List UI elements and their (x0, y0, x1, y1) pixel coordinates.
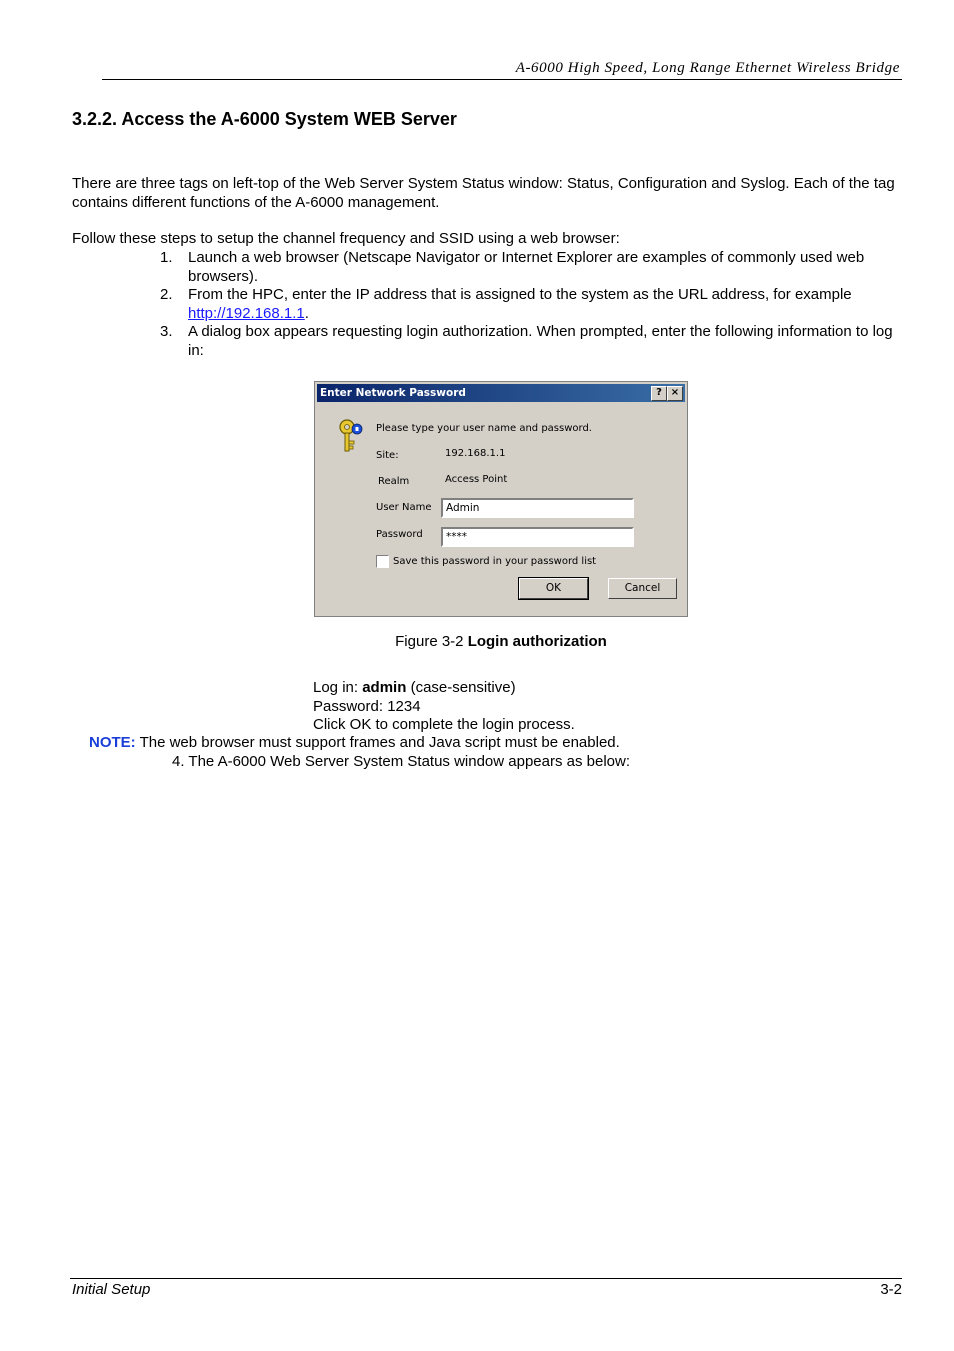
figure-title: Login authorization (467, 633, 607, 650)
login-line (313, 679, 575, 698)
list-number: 2. (160, 286, 173, 303)
list-item (150, 286, 910, 323)
click-ok-line: Click OK to complete the login process. (313, 716, 575, 733)
list-number: 3. (160, 323, 173, 340)
close-button[interactable]: × (667, 386, 683, 401)
steps-intro: Follow these steps to setup the channel frequency and SSID using a web browser: (72, 230, 620, 247)
login-suffix: (case-sensitive) (406, 679, 516, 696)
figure-number: Figure 3-2 (395, 633, 468, 650)
step-4: 4. The A-6000 Web Server System Status window appears as below: (172, 753, 631, 770)
username-input[interactable]: Admin (441, 498, 634, 518)
dialog-titlebar (317, 384, 685, 402)
footer-chapter: Initial Setup (72, 1281, 151, 1298)
example-url-link[interactable]: http://192.168.1.1 (188, 304, 305, 322)
note (89, 734, 620, 753)
note-text: The web browser must support frames and Java script must be enabled. (135, 734, 620, 751)
list-number: 1. (160, 249, 173, 266)
list-text-end: . (304, 304, 309, 322)
realm-value: Access Point (445, 474, 508, 485)
list-text: Launch a web browser (Netscape Navigator or Internet Explorer are examples of commonly used web browsers). (188, 249, 865, 285)
figure-caption (314, 633, 688, 650)
key-icon (337, 417, 367, 455)
password-label: Password (376, 529, 423, 540)
list-text: From the HPC, enter the IP address that is assigned to the system as the URL address, for example (188, 286, 852, 303)
ok-button[interactable]: OK (519, 578, 588, 599)
save-password-label: Save this password in your password list (393, 556, 597, 567)
steps-list (150, 249, 910, 360)
realm-label: Realm (378, 476, 410, 487)
page-number: 3-2 (880, 1281, 902, 1298)
running-header: A-6000 High Speed, Long Range Ethernet Wireless Bridge (515, 60, 900, 76)
password-line: Password: 1234 (313, 697, 421, 715)
site-label: Site: (376, 450, 399, 461)
login-info (313, 679, 575, 735)
help-button[interactable]: ? (651, 386, 667, 401)
list-item (150, 249, 910, 286)
intro-paragraph: There are three tags on left-top of the Web Server System Status window: Status, Configuration and Syslog. Each of the tag contains different functions of the A-6000 management. (72, 175, 895, 211)
login-dialog (314, 381, 688, 617)
site-value: 192.168.1.1 (445, 448, 506, 459)
note-label: NOTE: (89, 734, 136, 751)
username-label: User Name (376, 502, 432, 513)
dialog-prompt: Please type your user name and password. (376, 423, 592, 434)
header-rule (102, 79, 902, 80)
login-username: admin (362, 679, 407, 696)
cancel-button[interactable]: Cancel (608, 578, 677, 599)
list-text: A dialog box appears requesting login authorization. When prompted, enter the following information to log in: (188, 323, 893, 359)
login-prefix: Log in: (313, 679, 363, 696)
dialog-title: Enter Network Password (320, 387, 466, 399)
list-item (150, 323, 910, 360)
footer-rule (70, 1278, 902, 1279)
section-title: 3.2.2. Access the A-6000 System WEB Server (72, 109, 457, 129)
password-input[interactable]: **** (441, 527, 634, 547)
save-password-checkbox[interactable] (376, 555, 389, 568)
